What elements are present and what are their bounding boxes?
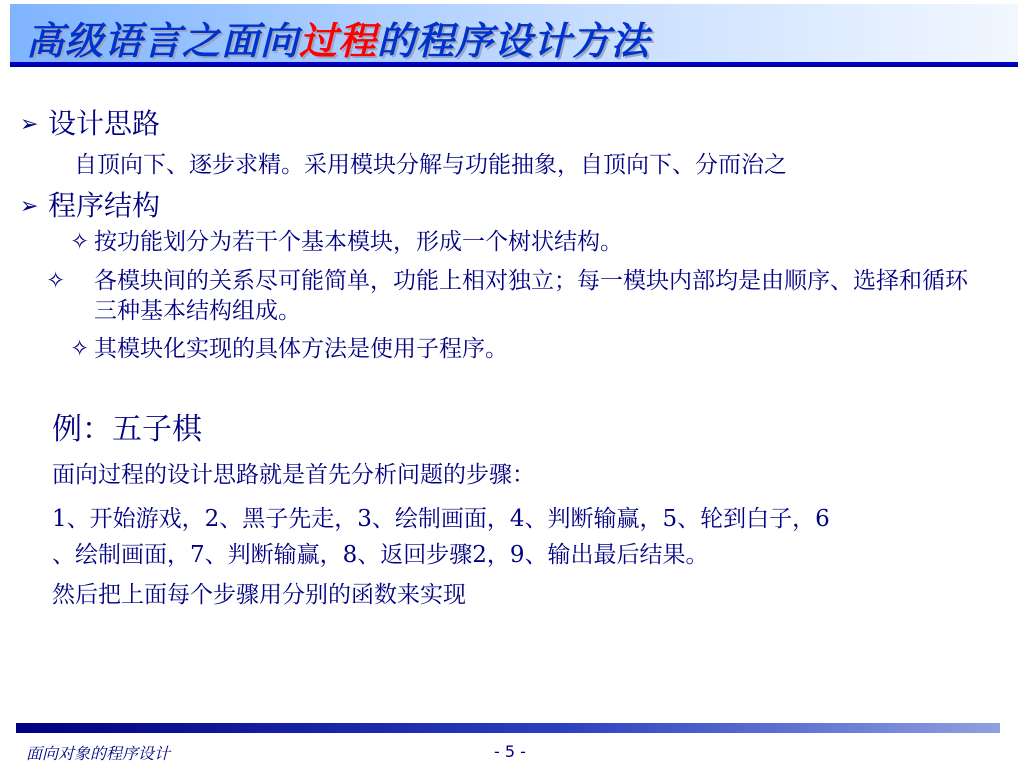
four-point-star-icon: ✧ — [46, 268, 66, 294]
example-line-3: 然后把上面每个步骤用分别的函数来实现 — [52, 582, 466, 608]
page-number: - 5 - — [494, 742, 526, 761]
four-point-star-icon: ✧ — [70, 229, 90, 255]
title-part2: 的程序设计方法 — [377, 19, 651, 63]
example-steps-line-2: 、绘制画面，7、判断输赢，8、返回步骤2，9、输出最后结果。 — [52, 542, 709, 568]
example-line-1: 面向过程的设计思路就是首先分析问题的步骤： — [52, 462, 535, 488]
title-highlight: 过程 — [299, 19, 378, 63]
example-heading: 例：五子棋 — [52, 412, 202, 447]
structure-item-1 — [70, 227, 990, 257]
title-part1: 高级语言之面向 — [26, 19, 300, 63]
structure-item-1-text: 按功能划分为若干个基本模块，形成一个树状结构。 — [94, 229, 623, 255]
structure-item-2 — [46, 266, 990, 326]
title-bar — [10, 4, 1018, 65]
structure-item-2-text: 各模块间的关系尽可能简单，功能上相对独立；每一模块内部均是由顺序、选择和循环三种基本结构组成。 — [94, 268, 968, 324]
footer-bar — [16, 723, 1000, 733]
structure-item-3 — [70, 334, 990, 364]
footer-course-title: 面向对象的程序设计 — [26, 744, 171, 763]
four-point-star-icon: ✧ — [70, 336, 90, 362]
design-approach-text: 自顶向下、逐步求精。采用模块分解与功能抽象，自顶向下、分而治之 — [74, 152, 787, 178]
section1-heading-text: 设计思路 — [48, 107, 161, 140]
arrowhead-icon: ➢ — [20, 194, 39, 219]
section-heading-design — [20, 102, 160, 142]
section-heading-structure — [20, 184, 160, 224]
structure-item-3-text: 其模块化实现的具体方法是使用子程序。 — [94, 336, 508, 362]
section2-heading-text: 程序结构 — [48, 189, 161, 222]
slide-title — [26, 10, 650, 65]
arrowhead-icon: ➢ — [20, 112, 39, 137]
example-steps-line-1: 1、开始游戏，2、黑子先走，3、绘制画面，4、判断输赢，5、轮到白子，6 — [52, 506, 830, 532]
